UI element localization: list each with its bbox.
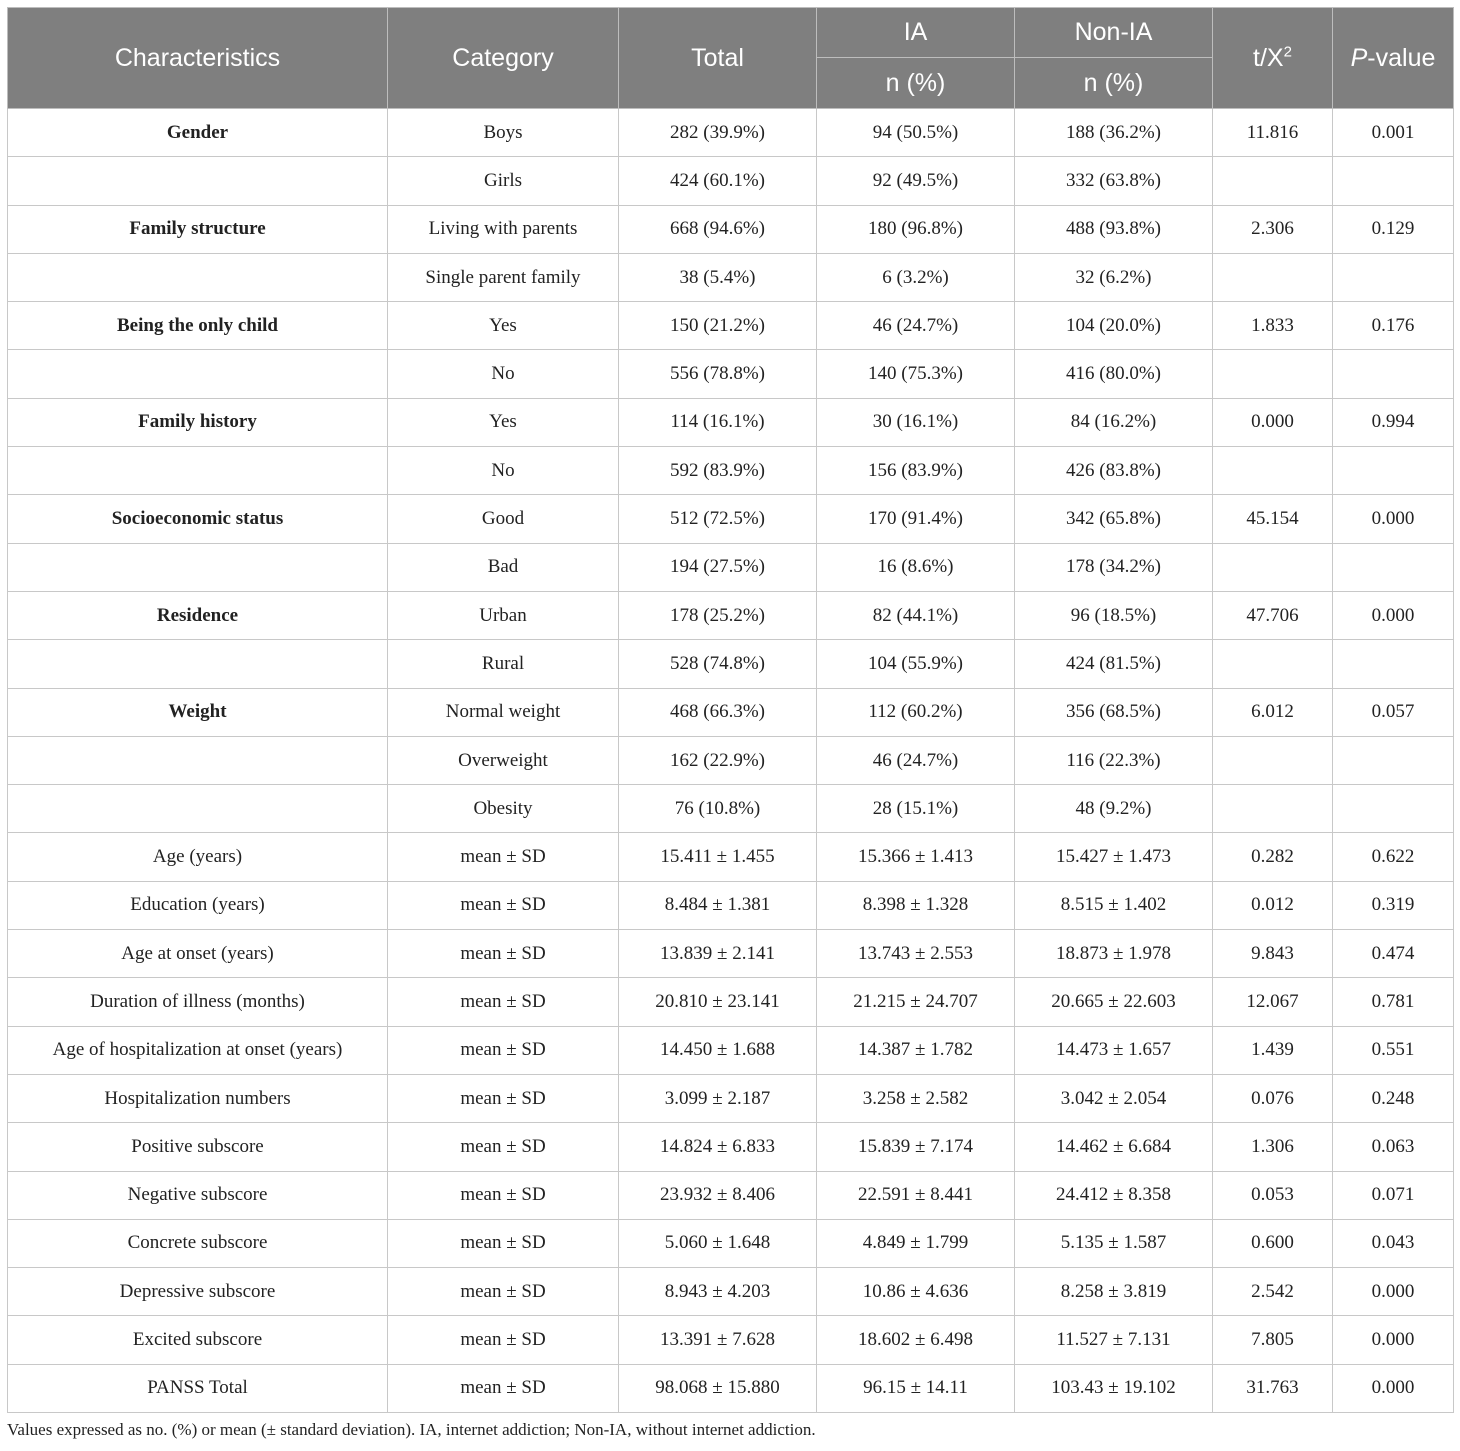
cell-category: Normal weight [388, 688, 619, 736]
cell-ia: 156 (83.9%) [817, 447, 1015, 495]
cell-category: Single parent family [388, 253, 619, 301]
cell-ia: 6 (3.2%) [817, 253, 1015, 301]
cell-test-statistic: 1.439 [1213, 1026, 1333, 1074]
cell-characteristic [8, 543, 388, 591]
cell-non-ia: 424 (81.5%) [1015, 640, 1213, 688]
table-row [8, 543, 1454, 591]
header-characteristics: Characteristics [8, 8, 388, 109]
cell-total: 5.060 ± 1.648 [619, 1219, 817, 1267]
cell-total: 98.068 ± 15.880 [619, 1364, 817, 1412]
cell-characteristic [8, 253, 388, 301]
table-row [8, 398, 1454, 446]
cell-non-ia: 356 (68.5%) [1015, 688, 1213, 736]
cell-p-value: 0.319 [1333, 881, 1454, 929]
cell-characteristic: Duration of illness (months) [8, 978, 388, 1026]
cell-non-ia: 18.873 ± 1.978 [1015, 930, 1213, 978]
table-footnote: Values expressed as no. (%) or mean (± standard deviation). IA, internet addiction; Non-IA, without internet addiction. [7, 1420, 816, 1439]
cell-characteristic: Age (years) [8, 833, 388, 881]
cell-total: 13.839 ± 2.141 [619, 930, 817, 978]
cell-category: mean ± SD [388, 1123, 619, 1171]
cell-p-value: 0.622 [1333, 833, 1454, 881]
cell-category: No [388, 350, 619, 398]
cell-total: 162 (22.9%) [619, 736, 817, 784]
cell-ia: 15.839 ± 7.174 [817, 1123, 1015, 1171]
cell-test-statistic [1213, 253, 1333, 301]
cell-ia: 21.215 ± 24.707 [817, 978, 1015, 1026]
cell-category: Living with parents [388, 205, 619, 253]
cell-p-value [1333, 350, 1454, 398]
cell-ia: 46 (24.7%) [817, 736, 1015, 784]
cell-non-ia: 5.135 ± 1.587 [1015, 1219, 1213, 1267]
header-p-rest: -value [1367, 43, 1436, 72]
table-row [8, 350, 1454, 398]
table-row [8, 1219, 1454, 1267]
header-p-value [1333, 8, 1454, 109]
cell-category: Yes [388, 302, 619, 350]
cell-test-statistic: 47.706 [1213, 591, 1333, 639]
cell-ia: 112 (60.2%) [817, 688, 1015, 736]
cell-characteristic: Age of hospitalization at onset (years) [8, 1026, 388, 1074]
cell-ia: 14.387 ± 1.782 [817, 1026, 1015, 1074]
cell-test-statistic: 12.067 [1213, 978, 1333, 1026]
cell-p-value: 0.781 [1333, 978, 1454, 1026]
cell-ia: 8.398 ± 1.328 [817, 881, 1015, 929]
cell-characteristic: Concrete subscore [8, 1219, 388, 1267]
cell-characteristic: Age at onset (years) [8, 930, 388, 978]
cell-category: mean ± SD [388, 1171, 619, 1219]
cell-non-ia: 8.258 ± 3.819 [1015, 1268, 1213, 1316]
cell-category: mean ± SD [388, 1219, 619, 1267]
cell-test-statistic: 0.600 [1213, 1219, 1333, 1267]
table-row [8, 1074, 1454, 1122]
table-row [8, 833, 1454, 881]
cell-category: No [388, 447, 619, 495]
table-row [8, 1268, 1454, 1316]
header-ia-n-pct: n (%) [817, 58, 1015, 109]
cell-characteristic: PANSS Total [8, 1364, 388, 1412]
cell-category: Urban [388, 591, 619, 639]
table-row [8, 253, 1454, 301]
cell-ia: 30 (16.1%) [817, 398, 1015, 446]
table-row [8, 688, 1454, 736]
cell-category: Boys [388, 109, 619, 157]
header-non-ia-n-pct: n (%) [1015, 58, 1213, 109]
cell-non-ia: 24.412 ± 8.358 [1015, 1171, 1213, 1219]
cell-p-value: 0.248 [1333, 1074, 1454, 1122]
cell-characteristic: Depressive subscore [8, 1268, 388, 1316]
table-row [8, 591, 1454, 639]
cell-category: Yes [388, 398, 619, 446]
table-row [8, 1171, 1454, 1219]
cell-p-value: 0.000 [1333, 1316, 1454, 1364]
cell-characteristic: Residence [8, 591, 388, 639]
cell-test-statistic: 0.076 [1213, 1074, 1333, 1122]
cell-test-statistic [1213, 543, 1333, 591]
cell-ia: 140 (75.3%) [817, 350, 1015, 398]
header-p-italic: P [1350, 43, 1368, 72]
cell-ia: 46 (24.7%) [817, 302, 1015, 350]
table-body [8, 109, 1454, 1413]
cell-ia: 10.86 ± 4.636 [817, 1268, 1015, 1316]
cell-non-ia: 11.527 ± 7.131 [1015, 1316, 1213, 1364]
cell-test-statistic: 11.816 [1213, 109, 1333, 157]
cell-total: 3.099 ± 2.187 [619, 1074, 817, 1122]
cell-total: 23.932 ± 8.406 [619, 1171, 817, 1219]
table-row [8, 1123, 1454, 1171]
table-row [8, 109, 1454, 157]
cell-total: 150 (21.2%) [619, 302, 817, 350]
cell-non-ia: 332 (63.8%) [1015, 157, 1213, 205]
header-non-ia: Non-IA [1015, 8, 1213, 58]
cell-p-value: 0.000 [1333, 591, 1454, 639]
cell-total: 13.391 ± 7.628 [619, 1316, 817, 1364]
cell-non-ia: 104 (20.0%) [1015, 302, 1213, 350]
cell-non-ia: 14.462 ± 6.684 [1015, 1123, 1213, 1171]
cell-category: mean ± SD [388, 930, 619, 978]
cell-non-ia: 416 (80.0%) [1015, 350, 1213, 398]
cell-non-ia: 3.042 ± 2.054 [1015, 1074, 1213, 1122]
cell-category: Bad [388, 543, 619, 591]
cell-characteristic: Family structure [8, 205, 388, 253]
table-row [8, 302, 1454, 350]
table-row [8, 205, 1454, 253]
cell-ia: 170 (91.4%) [817, 495, 1015, 543]
cell-p-value: 0.129 [1333, 205, 1454, 253]
cell-p-value [1333, 785, 1454, 833]
table-row [8, 1026, 1454, 1074]
cell-characteristic [8, 157, 388, 205]
table-row [8, 1364, 1454, 1412]
cell-non-ia: 96 (18.5%) [1015, 591, 1213, 639]
header-stat-superscript: 2 [1283, 43, 1292, 61]
cell-characteristic: Positive subscore [8, 1123, 388, 1171]
cell-p-value: 0.043 [1333, 1219, 1454, 1267]
cell-p-value: 0.000 [1333, 495, 1454, 543]
cell-non-ia: 103.43 ± 19.102 [1015, 1364, 1213, 1412]
cell-p-value [1333, 736, 1454, 784]
table-row [8, 1316, 1454, 1364]
cell-p-value: 0.071 [1333, 1171, 1454, 1219]
cell-characteristic: Excited subscore [8, 1316, 388, 1364]
cell-non-ia: 20.665 ± 22.603 [1015, 978, 1213, 1026]
cell-category: mean ± SD [388, 1074, 619, 1122]
cell-test-statistic: 2.306 [1213, 205, 1333, 253]
cell-ia: 82 (44.1%) [817, 591, 1015, 639]
cell-characteristic: Education (years) [8, 881, 388, 929]
header-stat-base: t/X [1253, 43, 1284, 72]
cell-test-statistic: 45.154 [1213, 495, 1333, 543]
cell-characteristic [8, 640, 388, 688]
cell-total: 424 (60.1%) [619, 157, 817, 205]
cell-ia: 104 (55.9%) [817, 640, 1015, 688]
cell-test-statistic: 7.805 [1213, 1316, 1333, 1364]
cell-non-ia: 15.427 ± 1.473 [1015, 833, 1213, 881]
cell-ia: 16 (8.6%) [817, 543, 1015, 591]
cell-characteristic [8, 785, 388, 833]
cell-total: 38 (5.4%) [619, 253, 817, 301]
cell-p-value: 0.000 [1333, 1268, 1454, 1316]
cell-test-statistic: 2.542 [1213, 1268, 1333, 1316]
cell-characteristic: Weight [8, 688, 388, 736]
cell-characteristic: Socioeconomic status [8, 495, 388, 543]
cell-test-statistic: 6.012 [1213, 688, 1333, 736]
cell-ia: 18.602 ± 6.498 [817, 1316, 1015, 1364]
cell-total: 556 (78.8%) [619, 350, 817, 398]
cell-test-statistic: 1.306 [1213, 1123, 1333, 1171]
table-row [8, 495, 1454, 543]
cell-non-ia: 8.515 ± 1.402 [1015, 881, 1213, 929]
cell-category: mean ± SD [388, 1316, 619, 1364]
cell-category: Good [388, 495, 619, 543]
cell-non-ia: 14.473 ± 1.657 [1015, 1026, 1213, 1074]
cell-ia: 92 (49.5%) [817, 157, 1015, 205]
cell-p-value [1333, 253, 1454, 301]
cell-p-value: 0.000 [1333, 1364, 1454, 1412]
cell-characteristic [8, 447, 388, 495]
cell-ia: 15.366 ± 1.413 [817, 833, 1015, 881]
cell-ia: 22.591 ± 8.441 [817, 1171, 1015, 1219]
cell-total: 468 (66.3%) [619, 688, 817, 736]
cell-characteristic [8, 350, 388, 398]
header-test-statistic [1213, 8, 1333, 109]
cell-total: 282 (39.9%) [619, 109, 817, 157]
cell-characteristic: Hospitalization numbers [8, 1074, 388, 1122]
cell-test-statistic [1213, 785, 1333, 833]
cell-total: 20.810 ± 23.141 [619, 978, 817, 1026]
cell-total: 592 (83.9%) [619, 447, 817, 495]
cell-test-statistic: 0.000 [1213, 398, 1333, 446]
cell-ia: 96.15 ± 14.11 [817, 1364, 1015, 1412]
cell-total: 14.824 ± 6.833 [619, 1123, 817, 1171]
cell-p-value: 0.057 [1333, 688, 1454, 736]
table-row [8, 978, 1454, 1026]
cell-test-statistic [1213, 736, 1333, 784]
cell-p-value: 0.994 [1333, 398, 1454, 446]
cell-p-value [1333, 447, 1454, 495]
cell-category: Girls [388, 157, 619, 205]
cell-test-statistic: 0.282 [1213, 833, 1333, 881]
table-row [8, 881, 1454, 929]
header-category: Category [388, 8, 619, 109]
table-header [8, 8, 1454, 109]
cell-test-statistic: 1.833 [1213, 302, 1333, 350]
cell-ia: 180 (96.8%) [817, 205, 1015, 253]
table-row [8, 447, 1454, 495]
cell-p-value [1333, 543, 1454, 591]
cell-total: 194 (27.5%) [619, 543, 817, 591]
cell-non-ia: 178 (34.2%) [1015, 543, 1213, 591]
cell-total: 528 (74.8%) [619, 640, 817, 688]
cell-total: 8.943 ± 4.203 [619, 1268, 817, 1316]
cell-characteristic: Gender [8, 109, 388, 157]
cell-category: mean ± SD [388, 881, 619, 929]
cell-p-value [1333, 640, 1454, 688]
header-ia: IA [817, 8, 1015, 58]
cell-category: mean ± SD [388, 833, 619, 881]
cell-total: 76 (10.8%) [619, 785, 817, 833]
cell-p-value: 0.063 [1333, 1123, 1454, 1171]
cell-ia: 13.743 ± 2.553 [817, 930, 1015, 978]
cell-total: 8.484 ± 1.381 [619, 881, 817, 929]
cell-category: Obesity [388, 785, 619, 833]
cell-test-statistic [1213, 447, 1333, 495]
cell-non-ia: 188 (36.2%) [1015, 109, 1213, 157]
cell-total: 15.411 ± 1.455 [619, 833, 817, 881]
cell-category: Rural [388, 640, 619, 688]
cell-category: Overweight [388, 736, 619, 784]
table-row [8, 930, 1454, 978]
cell-category: mean ± SD [388, 1268, 619, 1316]
cell-total: 512 (72.5%) [619, 495, 817, 543]
cell-test-statistic: 31.763 [1213, 1364, 1333, 1412]
table-container [7, 7, 1453, 1413]
cell-total: 114 (16.1%) [619, 398, 817, 446]
cell-p-value: 0.001 [1333, 109, 1454, 157]
cell-test-statistic: 0.053 [1213, 1171, 1333, 1219]
cell-non-ia: 488 (93.8%) [1015, 205, 1213, 253]
cell-category: mean ± SD [388, 1364, 619, 1412]
cell-total: 178 (25.2%) [619, 591, 817, 639]
cell-p-value: 0.176 [1333, 302, 1454, 350]
cell-non-ia: 426 (83.8%) [1015, 447, 1213, 495]
cell-characteristic: Being the only child [8, 302, 388, 350]
cell-ia: 3.258 ± 2.582 [817, 1074, 1015, 1122]
cell-test-statistic: 9.843 [1213, 930, 1333, 978]
cell-characteristic: Negative subscore [8, 1171, 388, 1219]
header-total: Total [619, 8, 817, 109]
table-row [8, 785, 1454, 833]
cell-total: 14.450 ± 1.688 [619, 1026, 817, 1074]
cell-characteristic: Family history [8, 398, 388, 446]
cell-test-statistic: 0.012 [1213, 881, 1333, 929]
table-row [8, 736, 1454, 784]
cell-p-value: 0.551 [1333, 1026, 1454, 1074]
cell-non-ia: 32 (6.2%) [1015, 253, 1213, 301]
cell-ia: 28 (15.1%) [817, 785, 1015, 833]
cell-total: 668 (94.6%) [619, 205, 817, 253]
cell-ia: 94 (50.5%) [817, 109, 1015, 157]
cell-non-ia: 48 (9.2%) [1015, 785, 1213, 833]
cell-test-statistic [1213, 157, 1333, 205]
table-row [8, 640, 1454, 688]
cell-p-value: 0.474 [1333, 930, 1454, 978]
cell-characteristic [8, 736, 388, 784]
cell-test-statistic [1213, 640, 1333, 688]
cell-p-value [1333, 157, 1454, 205]
cell-category: mean ± SD [388, 1026, 619, 1074]
cell-non-ia: 84 (16.2%) [1015, 398, 1213, 446]
cell-category: mean ± SD [388, 978, 619, 1026]
cell-test-statistic [1213, 350, 1333, 398]
cell-non-ia: 116 (22.3%) [1015, 736, 1213, 784]
cell-non-ia: 342 (65.8%) [1015, 495, 1213, 543]
cell-ia: 4.849 ± 1.799 [817, 1219, 1015, 1267]
table-row [8, 157, 1454, 205]
characteristics-table [7, 7, 1454, 1413]
